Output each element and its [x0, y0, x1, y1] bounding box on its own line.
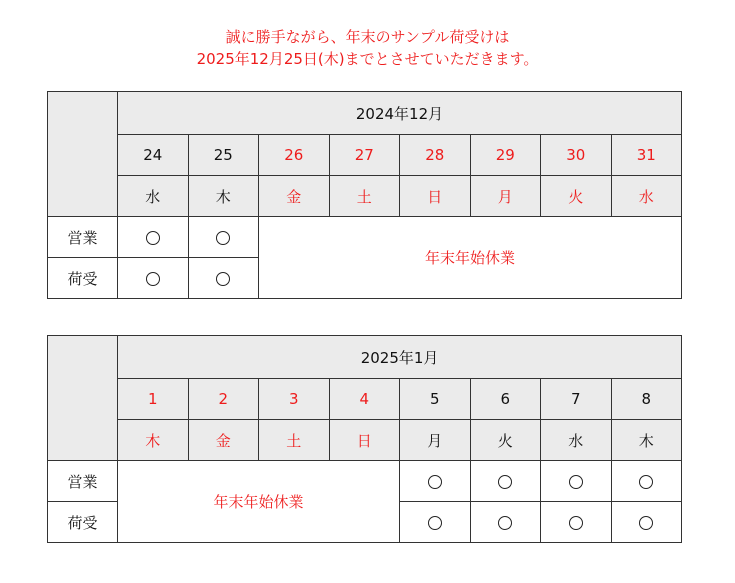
- january-calendar-table: [47, 335, 682, 543]
- open-mark-cell: [400, 502, 471, 543]
- weekday-cell: 金: [259, 176, 330, 217]
- date-cell: 6: [470, 379, 541, 420]
- open-circle-icon: [569, 516, 583, 530]
- open-mark-cell: [541, 461, 612, 502]
- date-cell: 2: [188, 379, 259, 420]
- month-row: [48, 92, 682, 135]
- open-mark-cell: [400, 461, 471, 502]
- open-circle-icon: [146, 272, 160, 286]
- weekday-cell: 土: [259, 420, 330, 461]
- open-circle-icon: [498, 516, 512, 530]
- date-cell: 29: [470, 135, 541, 176]
- weekday-cell: 水: [611, 176, 682, 217]
- weekday-cell: 火: [470, 420, 541, 461]
- weekday-row: [48, 420, 682, 461]
- date-cell: 28: [400, 135, 471, 176]
- month-header: 2025年1月: [118, 336, 682, 379]
- corner-cell: [48, 92, 118, 217]
- open-circle-icon: [569, 475, 583, 489]
- open-mark-cell: [188, 258, 259, 299]
- business-row: [48, 217, 682, 258]
- weekday-cell: 木: [188, 176, 259, 217]
- weekday-cell: 日: [400, 176, 471, 217]
- business-row: [48, 461, 682, 502]
- date-cell: 5: [400, 379, 471, 420]
- date-cell: 7: [541, 379, 612, 420]
- date-cell: 1: [118, 379, 189, 420]
- open-circle-icon: [428, 475, 442, 489]
- row-label-receiving: 荷受: [48, 258, 118, 299]
- weekday-cell: 木: [611, 420, 682, 461]
- date-cell: 8: [611, 379, 682, 420]
- date-row: [48, 379, 682, 420]
- corner-cell: [48, 336, 118, 461]
- closed-period-cell: 年末年始休業: [259, 217, 682, 299]
- date-cell: 3: [259, 379, 330, 420]
- open-circle-icon: [639, 475, 653, 489]
- open-circle-icon: [146, 231, 160, 245]
- open-mark-cell: [118, 217, 189, 258]
- date-cell: 4: [329, 379, 400, 420]
- open-mark-cell: [470, 502, 541, 543]
- date-cell: 24: [118, 135, 189, 176]
- weekday-cell: 火: [541, 176, 612, 217]
- weekday-cell: 水: [118, 176, 189, 217]
- holiday-notice: [0, 26, 735, 70]
- weekday-cell: 月: [400, 420, 471, 461]
- open-circle-icon: [639, 516, 653, 530]
- weekday-cell: 金: [188, 420, 259, 461]
- weekday-cell: 土: [329, 176, 400, 217]
- open-mark-cell: [470, 461, 541, 502]
- open-mark-cell: [611, 461, 682, 502]
- notice-line-1: 誠に勝手ながら、年末のサンプル荷受けは: [225, 28, 510, 46]
- date-cell: 31: [611, 135, 682, 176]
- open-mark-cell: [118, 258, 189, 299]
- month-row: [48, 336, 682, 379]
- open-circle-icon: [428, 516, 442, 530]
- open-mark-cell: [188, 217, 259, 258]
- open-circle-icon: [216, 231, 230, 245]
- closed-period-cell: 年末年始休業: [118, 461, 400, 543]
- december-calendar-table: [47, 91, 682, 299]
- weekday-cell: 月: [470, 176, 541, 217]
- row-label-business: 営業: [48, 217, 118, 258]
- open-mark-cell: [541, 502, 612, 543]
- date-cell: 26: [259, 135, 330, 176]
- month-header: 2024年12月: [118, 92, 682, 135]
- date-cell: 25: [188, 135, 259, 176]
- date-cell: 27: [329, 135, 400, 176]
- open-circle-icon: [216, 272, 230, 286]
- notice-line-2: 2025年12月25日(木)までとさせていただきます。: [196, 50, 539, 68]
- weekday-cell: 日: [329, 420, 400, 461]
- weekday-cell: 水: [541, 420, 612, 461]
- open-circle-icon: [498, 475, 512, 489]
- row-label-business: 営業: [48, 461, 118, 502]
- row-label-receiving: 荷受: [48, 502, 118, 543]
- date-row: [48, 135, 682, 176]
- date-cell: 30: [541, 135, 612, 176]
- open-mark-cell: [611, 502, 682, 543]
- weekday-row: [48, 176, 682, 217]
- weekday-cell: 木: [118, 420, 189, 461]
